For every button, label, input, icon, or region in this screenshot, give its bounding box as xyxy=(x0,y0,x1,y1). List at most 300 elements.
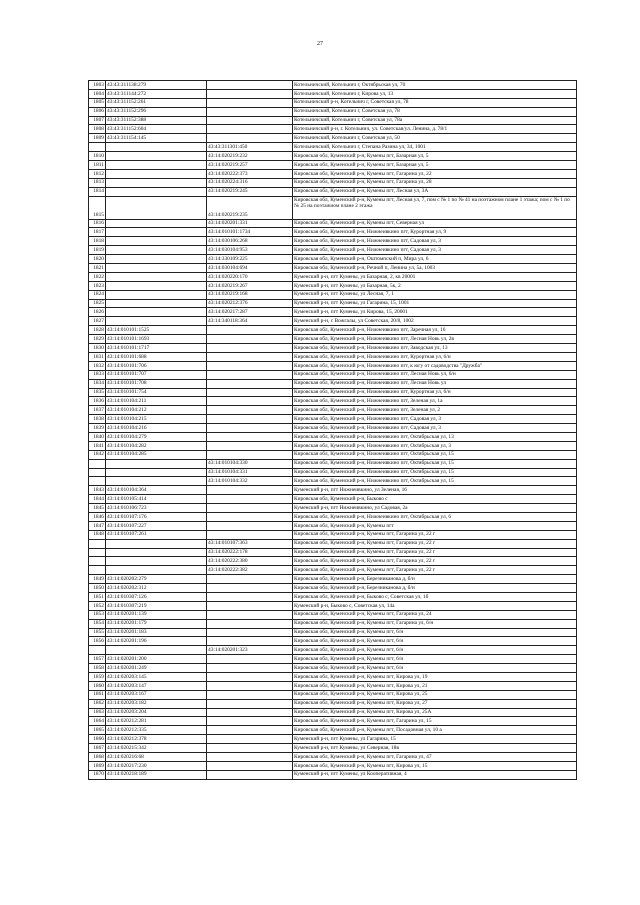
row-number-cell: 1864 xyxy=(89,717,106,726)
cadastral-number-secondary-cell xyxy=(207,761,293,770)
table-row xyxy=(89,592,577,601)
address-cell: Котельничский, Котельнич г, Советская ул, 78 xyxy=(293,107,577,116)
table-row xyxy=(89,610,577,619)
cadastral-number-cell xyxy=(106,299,207,308)
cadastral-number-cell xyxy=(106,646,207,655)
row-number-cell xyxy=(89,539,106,548)
row-number-cell: 1814 xyxy=(89,187,106,196)
address-cell: Кировская обл, Куменский р-н, Нижнеивкино пгт, Зеленая ул, 1а xyxy=(293,397,577,406)
cadastral-number-cell xyxy=(106,308,207,317)
table-row xyxy=(89,370,577,379)
cadastral-number-cell xyxy=(106,196,207,219)
address-cell: Куменский р-н, Быково с, Советская ул, 14а xyxy=(293,601,577,610)
address-cell: Кировская обл, Куменский р-н, Кумены пгт, 6/н xyxy=(293,637,577,646)
cadastral-number-cell xyxy=(106,459,207,468)
row-number-cell: 1820 xyxy=(89,255,106,264)
table-row xyxy=(89,566,577,575)
row-number-cell: 1857 xyxy=(89,655,106,664)
cadastral-number-secondary-cell: 43:14:020222:382 xyxy=(207,566,293,575)
table-row xyxy=(89,708,577,717)
table-row xyxy=(89,655,577,664)
row-number-cell: 1867 xyxy=(89,744,106,753)
row-number-cell: 1843 xyxy=(89,486,106,495)
table-row xyxy=(89,246,577,255)
cadastral-number-secondary-cell: 43:14:020212:376 xyxy=(207,299,293,308)
table-row xyxy=(89,584,577,593)
table-row xyxy=(89,477,577,486)
address-cell: Кировская обл, Куменский р-н, Кумены пгт, Лесная ул, 7, пом с № 1 по № 41 на поэтажном плане 1 этажа; пом с № 1 по № 25 на поэтажном плане 2 этажа xyxy=(293,196,577,219)
cadastral-number-secondary-cell xyxy=(207,681,293,690)
address-cell: Кировская обл, Куменский р-н, Нижнеивкино пгт, Октябрьская ул, 15 xyxy=(293,450,577,459)
cadastral-number-cell: 43:14:010107:176 xyxy=(106,512,207,521)
cadastral-number-cell xyxy=(106,272,207,281)
address-cell: Кировская обл, Куменский р-н, Кумены пгт, Базарная ул, 5 xyxy=(293,161,577,170)
table-row xyxy=(89,152,577,161)
cadastral-number-cell: 43:14:010106:723 xyxy=(106,504,207,513)
cadastral-number-cell: 43:14:010105:414 xyxy=(106,495,207,504)
table-row xyxy=(89,512,577,521)
address-cell: Кировская обл, Куменский р-н, Кумены пгт, Кирова ул, 21 xyxy=(293,681,577,690)
address-cell: Кировская обл, Куменский р-н, Нижнеивкино пгт, Октябрьская ул, 3 xyxy=(293,441,577,450)
row-number-cell: 1803 xyxy=(89,81,106,90)
cadastral-number-secondary-cell: 43:14:340118:364 xyxy=(207,317,293,326)
row-number-cell: 1810 xyxy=(89,152,106,161)
cadastral-number-cell xyxy=(106,317,207,326)
cadastral-number-cell: 43:14:020202:279 xyxy=(106,575,207,584)
row-number-cell: 1845 xyxy=(89,504,106,513)
table-row xyxy=(89,415,577,424)
cadastral-number-cell: 43:14:010101:1525 xyxy=(106,326,207,335)
cadastral-number-cell xyxy=(106,255,207,264)
row-number-cell: 1822 xyxy=(89,272,106,281)
cadastral-number-secondary-cell: 43:14:030106:268 xyxy=(207,237,293,246)
address-cell: Куменский р-н, пгт Кумены, ул Гагарина, 15, 1001 xyxy=(293,299,577,308)
cadastral-number-secondary-cell xyxy=(207,98,293,107)
row-number-cell xyxy=(89,468,106,477)
cadastral-number-cell xyxy=(106,228,207,237)
cadastral-number-secondary-cell xyxy=(207,397,293,406)
cadastral-number-secondary-cell: 43:14:020217:287 xyxy=(207,308,293,317)
cadastral-number-secondary-cell xyxy=(207,441,293,450)
table-row xyxy=(89,361,577,370)
row-number-cell: 1841 xyxy=(89,441,106,450)
registry-table xyxy=(88,80,577,780)
row-number-cell: 1830 xyxy=(89,344,106,353)
table-row xyxy=(89,601,577,610)
address-cell: Кировская обл, Куменский р-н, Нижнеивкино пгт, Лесная Новь ул, 6/н xyxy=(293,370,577,379)
cadastral-number-secondary-cell: 43:14:010107:363 xyxy=(207,539,293,548)
cadastral-number-cell xyxy=(106,566,207,575)
row-number-cell: 1833 xyxy=(89,370,106,379)
address-cell: Кировская обл, Куменский р-н, Кумены пгт, Кирова ул, 27 xyxy=(293,699,577,708)
table-row xyxy=(89,699,577,708)
address-cell: Кировская обл, Куменский р-н, Кумены пгт, 6/н xyxy=(293,628,577,637)
cadastral-number-cell: 43:14:020216:68 xyxy=(106,753,207,762)
address-cell: Котельничский, Котельнич г, Советская ул, 78а xyxy=(293,116,577,125)
cadastral-number-cell: 43:14:010101:708 xyxy=(106,379,207,388)
row-number-cell xyxy=(89,566,106,575)
row-number-cell: 1813 xyxy=(89,178,106,187)
cadastral-number-secondary-cell xyxy=(207,134,293,143)
address-cell: Кировская обл, Куменский р-н, Кумены пгт, Северная ул xyxy=(293,219,577,228)
address-cell: Кировская обл, Куменский р-н, Речной п, Ленина ул, 5а, 1003 xyxy=(293,264,577,273)
cadastral-number-secondary-cell: 43:14:020219:257 xyxy=(207,161,293,170)
row-number-cell: 1804 xyxy=(89,89,106,98)
table-row xyxy=(89,281,577,290)
cadastral-number-cell: 43:14:010107:227 xyxy=(106,521,207,530)
address-cell: Куменский р-н, пгт Кумены, ул Кооперативная, 4 xyxy=(293,770,577,779)
table-row xyxy=(89,107,577,116)
address-cell: Котельничский, Котельнич г, Октябрьская ул, 70 xyxy=(293,81,577,90)
table-row xyxy=(89,187,577,196)
table-row xyxy=(89,468,577,477)
table-row xyxy=(89,81,577,90)
address-cell: Куменский р-н, пгт Кумены, ул Лесная, 7, 1 xyxy=(293,290,577,299)
cadastral-number-secondary-cell xyxy=(207,388,293,397)
address-cell: Кировская обл, Куменский р-н, Нижнеивкино пгт, Садовая ул, 3 xyxy=(293,424,577,433)
row-number-cell: 1846 xyxy=(89,512,106,521)
cadastral-number-secondary-cell xyxy=(207,415,293,424)
row-number-cell: 1825 xyxy=(89,299,106,308)
row-number-cell xyxy=(89,557,106,566)
row-number-cell: 1839 xyxy=(89,424,106,433)
row-number-cell: 1818 xyxy=(89,237,106,246)
registry-table-body xyxy=(89,81,577,780)
cadastral-number-secondary-cell xyxy=(207,610,293,619)
cadastral-number-cell xyxy=(106,290,207,299)
cadastral-number-secondary-cell xyxy=(207,125,293,134)
cadastral-number-cell: 43:14:020201:179 xyxy=(106,619,207,628)
table-row xyxy=(89,143,577,152)
address-cell: Кировская обл, Куменский р-н, Нижнеивкино пгт, Курортная ул, 9 xyxy=(293,228,577,237)
cadastral-number-secondary-cell: 43:14:020201:323 xyxy=(207,646,293,655)
row-number-cell: 1861 xyxy=(89,690,106,699)
table-row xyxy=(89,344,577,353)
row-number-cell: 1835 xyxy=(89,388,106,397)
cadastral-number-cell: 43:43:311138:279 xyxy=(106,81,207,90)
row-number-cell: 1828 xyxy=(89,326,106,335)
cadastral-number-cell: 43:14:010104:282 xyxy=(106,441,207,450)
row-number-cell: 1868 xyxy=(89,753,106,762)
row-number-cell: 1847 xyxy=(89,521,106,530)
cadastral-number-secondary-cell: 43:14:030104:953 xyxy=(207,246,293,255)
table-row xyxy=(89,744,577,753)
row-number-cell: 1863 xyxy=(89,708,106,717)
table-row xyxy=(89,424,577,433)
table-row xyxy=(89,726,577,735)
cadastral-number-cell xyxy=(106,468,207,477)
address-cell: Кировская обл, Куменский р-н, Нижнеивкино пгт, Октябрьская ул, 15 xyxy=(293,468,577,477)
table-row xyxy=(89,272,577,281)
cadastral-number-secondary-cell: 43:43:311301:450 xyxy=(207,143,293,152)
row-number-cell: 1807 xyxy=(89,116,106,125)
cadastral-number-secondary-cell: 43:14:020201:331 xyxy=(207,219,293,228)
address-cell: Кировская обл, Куменский р-н, Нижнеивкино пгт, Лесная Новь ул, 2в xyxy=(293,335,577,344)
address-cell: Кировская обл, Куменский р-н, Нижнеивкино пгт, Заводская ул, 13 xyxy=(293,344,577,353)
cadastral-number-cell: 43:14:020203:204 xyxy=(106,708,207,717)
cadastral-number-cell: 43:14:020201:196 xyxy=(106,637,207,646)
cadastral-number-secondary-cell xyxy=(207,530,293,539)
table-row xyxy=(89,717,577,726)
table-row xyxy=(89,681,577,690)
cadastral-number-secondary-cell: 43:14:020222:178 xyxy=(207,548,293,557)
row-number-cell: 1826 xyxy=(89,308,106,317)
table-row xyxy=(89,178,577,187)
address-cell: Кировская обл, Куменский р-н, Кумены пгт, Кирова ул, 15 xyxy=(293,761,577,770)
row-number-cell: 1848 xyxy=(89,530,106,539)
address-cell: Кировская обл, Куменский р-н, Нижнеивкино пгт, Заречная ул, 16 xyxy=(293,326,577,335)
cadastral-number-cell: 43:14:010101:706 xyxy=(106,361,207,370)
cadastral-number-secondary-cell xyxy=(207,432,293,441)
cadastral-number-secondary-cell xyxy=(207,107,293,116)
cadastral-number-secondary-cell xyxy=(207,735,293,744)
row-number-cell: 1855 xyxy=(89,628,106,637)
address-cell: Кировская обл, Куменский р-н, Кумены пгт, Посадовная ул, 10 а xyxy=(293,726,577,735)
address-cell: Кировская обл, Куменский р-н, Кумены пгт, Гагарина ул, 22 г xyxy=(293,530,577,539)
cadastral-number-secondary-cell: 43:14:020219:168 xyxy=(207,290,293,299)
row-number-cell: 1844 xyxy=(89,495,106,504)
address-cell: Кировская обл, Куменский р-н, Нижнеивкино пгт, к югу от садоводства "Дружба" xyxy=(293,361,577,370)
row-number-cell: 1815 xyxy=(89,196,106,219)
cadastral-number-secondary-cell: 43:14:020219:267 xyxy=(207,281,293,290)
cadastral-number-secondary-cell xyxy=(207,584,293,593)
cadastral-number-cell: 43:43:311154:145 xyxy=(106,134,207,143)
table-row xyxy=(89,432,577,441)
row-number-cell: 1842 xyxy=(89,450,106,459)
cadastral-number-cell: 43:43:311152:261 xyxy=(106,98,207,107)
row-number-cell: 1809 xyxy=(89,134,106,143)
address-cell: Кировская обл, Куменский р-н, Кумены пгт, Базарная ул, 5 xyxy=(293,152,577,161)
address-cell: Котельничский, Котельнич г, Кирова ул, 13 xyxy=(293,89,577,98)
row-number-cell: 1851 xyxy=(89,592,106,601)
row-number-cell: 1837 xyxy=(89,406,106,415)
table-row xyxy=(89,116,577,125)
address-cell: Кировская обл, Куменский р-н, Нижнеивкино пгт, Садовая ул, 3 xyxy=(293,237,577,246)
cadastral-number-secondary-cell xyxy=(207,335,293,344)
address-cell: Кировская обл, Куменский р-н, Нижнеивкино пгт, Октябрьская ул, 15 xyxy=(293,477,577,486)
cadastral-number-cell xyxy=(106,169,207,178)
table-row xyxy=(89,557,577,566)
cadastral-number-secondary-cell xyxy=(207,601,293,610)
row-number-cell xyxy=(89,477,106,486)
address-cell: Кировская обл, Куменский р-н, Кумены пгт, 6/н xyxy=(293,655,577,664)
cadastral-number-secondary-cell: 43:14:330109:225 xyxy=(207,255,293,264)
address-cell: Кировская обл, Куменский р-н, Быково с, Советская ул, 1б xyxy=(293,592,577,601)
table-row xyxy=(89,134,577,143)
cadastral-number-cell: 43:14:020201:200 xyxy=(106,655,207,664)
row-number-cell: 1816 xyxy=(89,219,106,228)
cadastral-number-secondary-cell: 43:14:020220:170 xyxy=(207,272,293,281)
cadastral-number-secondary-cell xyxy=(207,424,293,433)
row-number-cell: 1840 xyxy=(89,432,106,441)
table-row xyxy=(89,539,577,548)
cadastral-number-cell: 43:14:020203:145 xyxy=(106,673,207,682)
row-number-cell xyxy=(89,143,106,152)
address-cell: Кировская обл, Куменский р-н, Березниканова д, б/н xyxy=(293,575,577,584)
cadastral-number-cell xyxy=(106,187,207,196)
row-number-cell: 1806 xyxy=(89,107,106,116)
address-cell: Куменский р-н, с Вожгалы, ул Советская, 20/8, 1002 xyxy=(293,317,577,326)
cadastral-number-cell: 43:14:020203:167 xyxy=(106,690,207,699)
cadastral-number-cell: 43:14:010107:261 xyxy=(106,530,207,539)
table-row xyxy=(89,441,577,450)
cadastral-number-secondary-cell xyxy=(207,726,293,735)
cadastral-number-secondary-cell xyxy=(207,770,293,779)
address-cell: Кировская обл, Куменский р-н, Кумены пгт, Гагарина ул, 6/н xyxy=(293,619,577,628)
table-row xyxy=(89,125,577,134)
cadastral-number-secondary-cell xyxy=(207,690,293,699)
cadastral-number-cell: 43:14:020215:342 xyxy=(106,744,207,753)
row-number-cell: 1834 xyxy=(89,379,106,388)
table-row xyxy=(89,646,577,655)
cadastral-number-secondary-cell xyxy=(207,344,293,353)
cadastral-number-secondary-cell xyxy=(207,699,293,708)
address-cell: Кировская обл, Куменский р-н, Кумены пгт, Гагарина ул, 47 xyxy=(293,753,577,762)
row-number-cell: 1870 xyxy=(89,770,106,779)
address-cell: Кировская обл, Куменский р-н, Кумены пгт, Гагарина ул, 28 xyxy=(293,178,577,187)
row-number-cell: 1850 xyxy=(89,584,106,593)
cadastral-number-cell: 43:14:020201:139 xyxy=(106,610,207,619)
cadastral-number-secondary-cell xyxy=(207,637,293,646)
address-cell: Кировская обл, Куменский р-н, Нижнеивкино пгт, Курортная ул, 6/н xyxy=(293,352,577,361)
cadastral-number-secondary-cell xyxy=(207,361,293,370)
page-number: 27 xyxy=(317,41,323,47)
table-row xyxy=(89,459,577,468)
row-number-cell: 1853 xyxy=(89,610,106,619)
row-number-cell: 1827 xyxy=(89,317,106,326)
cadastral-number-secondary-cell xyxy=(207,495,293,504)
cadastral-number-secondary-cell xyxy=(207,406,293,415)
address-cell: Котельничский, Котельнич г, Степана Разина ул, 34, 1001 xyxy=(293,143,577,152)
cadastral-number-secondary-cell: 43:14:030104:694 xyxy=(207,264,293,273)
cadastral-number-secondary-cell: 43:14:010104:331 xyxy=(207,468,293,477)
address-cell: Кировская обл, Куменский р-н, Кумены пгт, Гагарина ул, 24 xyxy=(293,610,577,619)
cadastral-number-secondary-cell xyxy=(207,655,293,664)
cadastral-number-cell: 43:14:010101:707 xyxy=(106,370,207,379)
cadastral-number-secondary-cell xyxy=(207,628,293,637)
table-row xyxy=(89,264,577,273)
cadastral-number-cell xyxy=(106,152,207,161)
row-number-cell: 1823 xyxy=(89,281,106,290)
table-row xyxy=(89,406,577,415)
cadastral-number-cell: 43:14:010101:1693 xyxy=(106,335,207,344)
cadastral-number-secondary-cell: 43:14:020222:373 xyxy=(207,169,293,178)
cadastral-number-secondary-cell xyxy=(207,379,293,388)
cadastral-number-cell xyxy=(106,548,207,557)
cadastral-number-secondary-cell xyxy=(207,450,293,459)
row-number-cell: 1856 xyxy=(89,637,106,646)
table-row xyxy=(89,521,577,530)
table-row xyxy=(89,317,577,326)
address-cell: Куменский р-н, пгт Кумены, ул Кирова, 15, 20001 xyxy=(293,308,577,317)
row-number-cell: 1860 xyxy=(89,681,106,690)
cadastral-number-cell: 43:14:020217:230 xyxy=(106,761,207,770)
table-row xyxy=(89,735,577,744)
cadastral-number-secondary-cell xyxy=(207,619,293,628)
table-row xyxy=(89,161,577,170)
cadastral-number-secondary-cell xyxy=(207,575,293,584)
address-cell: Кировская обл, Куменский р-н, Нижнеивкино пгт, Октябрьская ул, 6 xyxy=(293,512,577,521)
address-cell: Куменский р-н, пгт Кумены, ул Гагарина, 15 xyxy=(293,735,577,744)
cadastral-number-cell: 43:14:010104:211 xyxy=(106,397,207,406)
cadastral-number-cell: 43:43:311152:388 xyxy=(106,116,207,125)
cadastral-number-cell xyxy=(106,143,207,152)
address-cell: Кировская обл, Куменский р-н, Кумены пгт, Гагарина ул, 15 xyxy=(293,717,577,726)
row-number-cell: 1859 xyxy=(89,673,106,682)
cadastral-number-secondary-cell: 43:14:020222:380 xyxy=(207,557,293,566)
address-cell: Кировская обл, Куменский р-н, Кумены пгт, 6/н xyxy=(293,664,577,673)
table-row xyxy=(89,548,577,557)
address-cell: Кировская обл, Куменский р-н, Нижнеивкино пгт, Зеленая ул, 2 xyxy=(293,406,577,415)
cadastral-number-secondary-cell: 43:14:020224:316 xyxy=(207,178,293,187)
row-number-cell: 1805 xyxy=(89,98,106,107)
table-row xyxy=(89,388,577,397)
table-row xyxy=(89,486,577,495)
table-row xyxy=(89,290,577,299)
address-cell: Кировская обл, Куменский р-н, Нижнеивкино пгт, Октябрьская ул, 13 xyxy=(293,432,577,441)
row-number-cell: 1811 xyxy=(89,161,106,170)
address-cell: Кировская обл, Куменский р-н, Кумены пгт, Гагарина ул, 22 xyxy=(293,169,577,178)
cadastral-number-secondary-cell: 43:14:010104:332 xyxy=(207,477,293,486)
address-cell: Кировская обл, Куменский р-н, Нижнеивкино пгт, Курортная ул, 6/н xyxy=(293,388,577,397)
table-row xyxy=(89,770,577,779)
cadastral-number-cell xyxy=(106,557,207,566)
address-cell: Котельничский р-н, г. Котельнич, ул. Советская/ул. Ленина, д. 78/1 xyxy=(293,125,577,134)
row-number-cell: 1817 xyxy=(89,228,106,237)
address-cell: Кировская обл, Куменский р-н, Кумены пгт xyxy=(293,521,577,530)
cadastral-number-cell: 43:14:010101:688 xyxy=(106,352,207,361)
cadastral-number-secondary-cell: 43:14:020219:245 xyxy=(207,187,293,196)
row-number-cell: 1812 xyxy=(89,169,106,178)
row-number-cell: 1836 xyxy=(89,397,106,406)
cadastral-number-secondary-cell xyxy=(207,744,293,753)
cadastral-number-cell: 43:14:010307:126 xyxy=(106,592,207,601)
address-cell: Куменский р-н, пгт Нижнеивкино, ул Зеленая, 16 xyxy=(293,486,577,495)
address-cell: Куменский р-н, пгт Кумены, ул Базарная, 5к, 2 xyxy=(293,281,577,290)
cadastral-number-cell: 43:14:020201:183 xyxy=(106,628,207,637)
address-cell: Кировская обл, Куменский р-н, Кумены пгт, Гагарина ул, 22 г xyxy=(293,566,577,575)
cadastral-number-cell: 43:14:020212:335 xyxy=(106,726,207,735)
row-number-cell: 1831 xyxy=(89,352,106,361)
row-number-cell: 1824 xyxy=(89,290,106,299)
cadastral-number-cell: 43:14:010104:364 xyxy=(106,486,207,495)
address-cell: Кировская обл, Куменский р-н, Кумены пгт, Лесная ул, 3А xyxy=(293,187,577,196)
row-number-cell xyxy=(89,646,106,655)
cadastral-number-cell: 43:14:020201:249 xyxy=(106,664,207,673)
address-cell: Кировская обл, Куменский р-н, Кумены пгт, Кирова ул, 19 xyxy=(293,673,577,682)
table-row xyxy=(89,753,577,762)
cadastral-number-secondary-cell xyxy=(207,592,293,601)
cadastral-number-cell: 43:14:020212:281 xyxy=(106,717,207,726)
address-cell: Кировская обл, Куменский р-н, Кумены пгт, Кирова ул, 25А xyxy=(293,708,577,717)
row-number-cell: 1862 xyxy=(89,699,106,708)
row-number-cell: 1821 xyxy=(89,264,106,273)
table-row xyxy=(89,379,577,388)
address-cell: Кировская обл, Куменский р-н, Кумены пгт, Гагарина ул, 22 г xyxy=(293,548,577,557)
table-row xyxy=(89,299,577,308)
cadastral-number-cell: 43:43:311152:604 xyxy=(106,125,207,134)
cadastral-number-secondary-cell xyxy=(207,753,293,762)
address-cell: Кировская обл, Куменский р-н, Березниканова д, б/н xyxy=(293,584,577,593)
row-number-cell: 1869 xyxy=(89,761,106,770)
address-cell: Кировская обл, Куменский р-н, Оштомпский п, Мира ул, 6 xyxy=(293,255,577,264)
row-number-cell: 1832 xyxy=(89,361,106,370)
cadastral-number-secondary-cell xyxy=(207,89,293,98)
cadastral-number-cell xyxy=(106,178,207,187)
table-row xyxy=(89,761,577,770)
address-cell: Котельничский р-н, Котельнич г, Советская ул, 78 xyxy=(293,98,577,107)
cadastral-number-cell xyxy=(106,539,207,548)
